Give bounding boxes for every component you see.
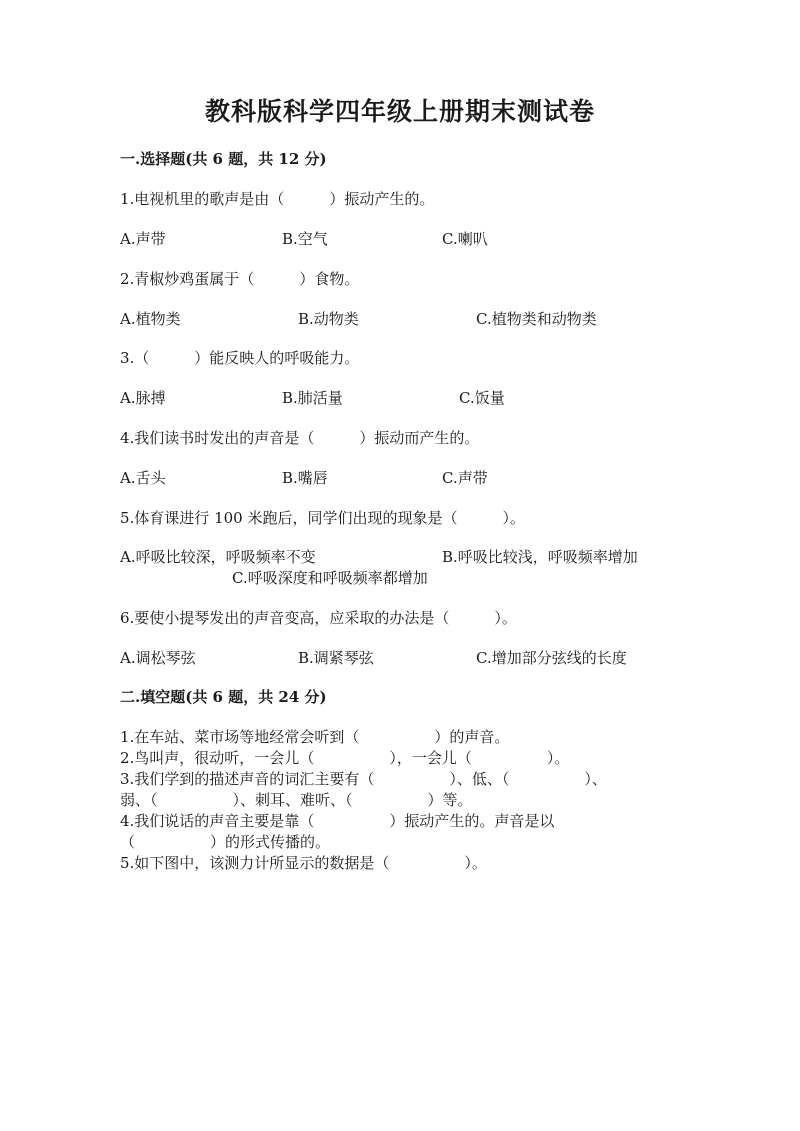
question-6: 6.要使小提琴发出的声音变高，应采取的办法是（ ）。 — [120, 609, 517, 627]
question-3: 3.（ ）能反映人的呼吸能力。 — [120, 349, 360, 367]
question-4-option-a: A.舌头 — [120, 469, 166, 487]
question-6-option-a: A.调松琴弦 — [120, 649, 196, 667]
fill-line-3-cont: 弱、（ ）、刺耳、难听、（ ）等。 — [120, 791, 473, 809]
section-heading-fill: 二.填空题(共 6 题，共 24 分) — [120, 688, 327, 706]
page-title: 教科版科学四年级上册期末测试卷 — [204, 97, 595, 126]
question-5: 5.体育课进行 100 米跑后，同学们出现的现象是（ ）。 — [120, 509, 525, 527]
question-5-option-c: C.呼吸深度和呼吸频率都增加 — [232, 569, 428, 587]
fill-line-1: 1.在车站、菜市场等地经常会听到（ ）的声音。 — [120, 728, 510, 746]
question-2-option-c: C.植物类和动物类 — [476, 310, 597, 328]
fill-line-2: 2.鸟叫声，很动听，一会儿（ ），一会儿（ ）。 — [120, 749, 570, 767]
question-1: 1.电视机里的歌声是由（ ）振动产生的。 — [120, 190, 435, 208]
fill-line-4-cont: （ ）的形式传播的。 — [120, 833, 331, 851]
question-2-option-b: B.动物类 — [298, 310, 359, 328]
question-2: 2.青椒炒鸡蛋属于（ ）食物。 — [120, 270, 360, 288]
question-4-option-c: C.声带 — [442, 469, 488, 487]
question-1-option-c: C.喇叭 — [442, 230, 488, 248]
question-4-option-b: B.嘴唇 — [282, 469, 328, 487]
question-3-option-c: C.饭量 — [459, 389, 505, 407]
question-3-option-a: A.脉搏 — [120, 389, 166, 407]
question-3-option-b: B.肺活量 — [282, 389, 343, 407]
question-5-option-b: B.呼吸比较浅，呼吸频率增加 — [442, 548, 638, 566]
question-5-option-a: A.呼吸比较深，呼吸频率不变 — [120, 548, 316, 566]
question-1-option-b: B.空气 — [282, 230, 328, 248]
section-heading-choice: 一.选择题(共 6 题，共 12 分) — [120, 150, 327, 168]
question-1-option-a: A.声带 — [120, 230, 166, 248]
question-2-option-a: A.植物类 — [120, 310, 181, 328]
fill-line-3: 3.我们学到的描述声音的词汇主要有（ ）、低、（ ）、 — [120, 770, 607, 788]
fill-line-4: 4.我们说话的声音主要是靠（ ）振动产生的。声音是以 — [120, 812, 555, 830]
fill-line-5: 5.如下图中，该测力计所显示的数据是（ ）。 — [120, 854, 487, 872]
question-4: 4.我们读书时发出的声音是（ ）振动而产生的。 — [120, 429, 480, 447]
question-6-option-c: C.增加部分弦线的长度 — [476, 649, 627, 667]
question-6-option-b: B.调紧琴弦 — [298, 649, 374, 667]
